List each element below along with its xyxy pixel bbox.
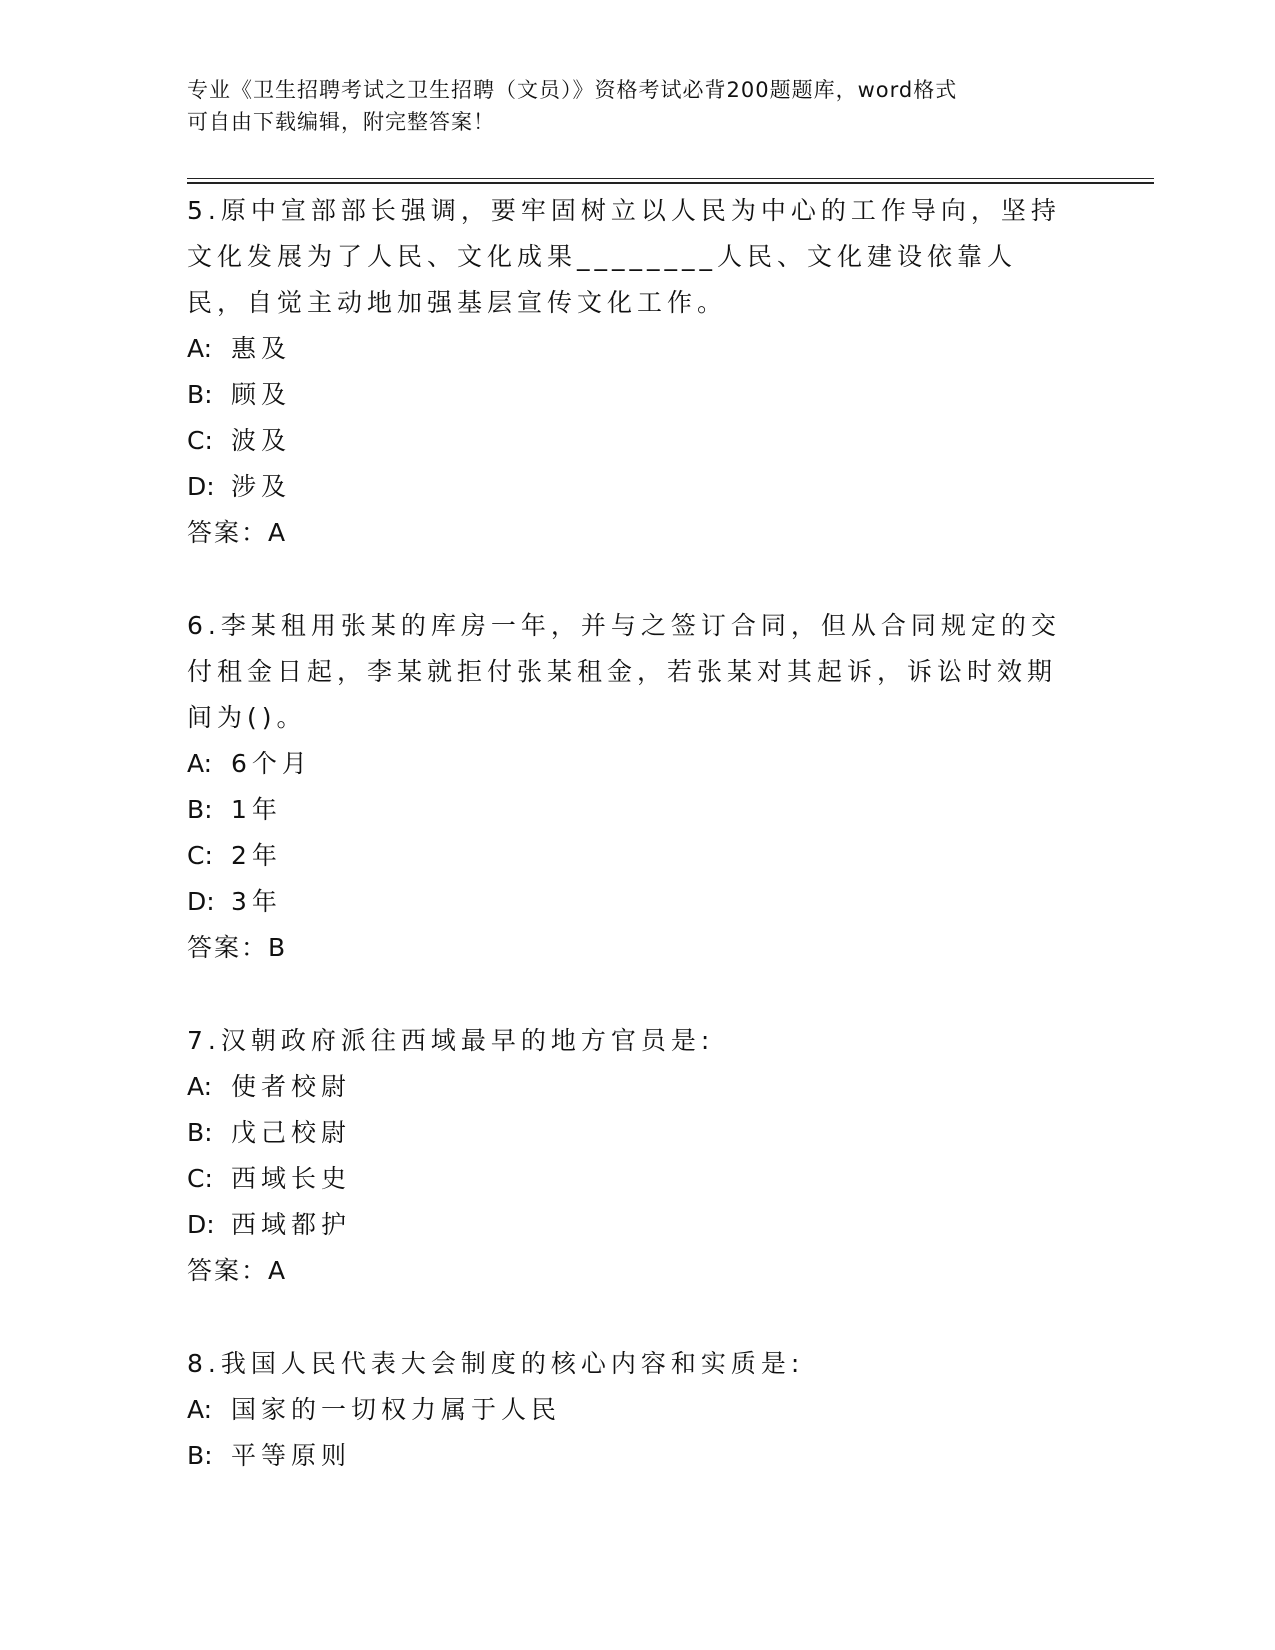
option-text: 戊己校尉 <box>231 1118 352 1147</box>
option-text: 1年 <box>231 795 282 824</box>
option-letter: A: <box>187 334 213 363</box>
option-c <box>187 418 1067 464</box>
option-letter: A: <box>187 1072 213 1101</box>
question-list <box>187 188 1067 1526</box>
answer-value: B <box>268 933 286 962</box>
answer-value: A <box>268 518 286 547</box>
option-letter: D: <box>187 887 215 916</box>
option-letter: A: <box>187 749 213 778</box>
option-d <box>187 1202 1067 1248</box>
option-text: 惠及 <box>231 334 292 363</box>
option-text: 3年 <box>231 887 282 916</box>
option-letter: B: <box>187 380 213 409</box>
option-d <box>187 464 1067 510</box>
option-letter: D: <box>187 472 215 501</box>
option-letter: D: <box>187 1210 215 1239</box>
option-c <box>187 1156 1067 1202</box>
option-letter: B: <box>187 795 213 824</box>
document-header <box>187 74 1087 138</box>
question-text: 5.原中宣部部长强调，要牢固树立以人民为中心的工作导向，坚持文化发展为了人民、文化成果________人民、文化建设依靠人民，自觉主动地加强基层宣传文化工作。 <box>187 196 1061 317</box>
question-6 <box>187 603 1067 971</box>
option-text: 波及 <box>231 426 292 455</box>
question-text: 7.汉朝政府派往西域最早的地方官员是: <box>187 1026 715 1055</box>
option-a <box>187 1387 1067 1433</box>
header-title-line1: 专业《卫生招聘考试之卫生招聘（文员）》资格考试必背200题题库，word格式 <box>187 78 958 102</box>
option-text: 国家的一切权力属于人民 <box>231 1395 562 1424</box>
option-text: 涉及 <box>231 472 292 501</box>
answer-value: A <box>268 1256 286 1285</box>
option-letter: B: <box>187 1118 213 1147</box>
option-b <box>187 787 1067 833</box>
answer-line <box>187 510 1067 556</box>
option-a <box>187 326 1067 372</box>
option-letter: B: <box>187 1441 213 1470</box>
question-8 <box>187 1341 1067 1479</box>
question-text: 6.李某租用张某的库房一年，并与之签订合同，但从合同规定的交付租金日起，李某就拒付张某租金，若张某对其起诉，诉讼时效期间为()。 <box>187 611 1061 732</box>
option-text: 平等原则 <box>231 1441 352 1470</box>
option-b <box>187 372 1067 418</box>
option-c <box>187 833 1067 879</box>
option-text: 顾及 <box>231 380 292 409</box>
option-b <box>187 1433 1067 1479</box>
option-letter: A: <box>187 1395 213 1424</box>
option-letter: C: <box>187 426 213 455</box>
option-a <box>187 741 1067 787</box>
header-divider-top <box>187 178 1154 179</box>
answer-label: 答案： <box>187 518 269 547</box>
option-a <box>187 1064 1067 1110</box>
option-text: 西域都护 <box>231 1210 352 1239</box>
header-divider-bottom <box>187 182 1154 184</box>
option-letter: C: <box>187 841 213 870</box>
answer-label: 答案： <box>187 1256 269 1285</box>
option-text: 西域长史 <box>231 1164 352 1193</box>
option-letter: C: <box>187 1164 213 1193</box>
question-5 <box>187 188 1067 556</box>
header-title-line2: 可自由下载编辑，附完整答案！ <box>187 110 495 134</box>
question-text: 8.我国人民代表大会制度的核心内容和实质是: <box>187 1349 805 1378</box>
option-text: 6个月 <box>231 749 312 778</box>
option-b <box>187 1110 1067 1156</box>
answer-line <box>187 925 1067 971</box>
option-text: 使者校尉 <box>231 1072 352 1101</box>
answer-label: 答案： <box>187 933 269 962</box>
option-text: 2年 <box>231 841 282 870</box>
option-d <box>187 879 1067 925</box>
answer-line <box>187 1248 1067 1294</box>
question-7 <box>187 1018 1067 1294</box>
